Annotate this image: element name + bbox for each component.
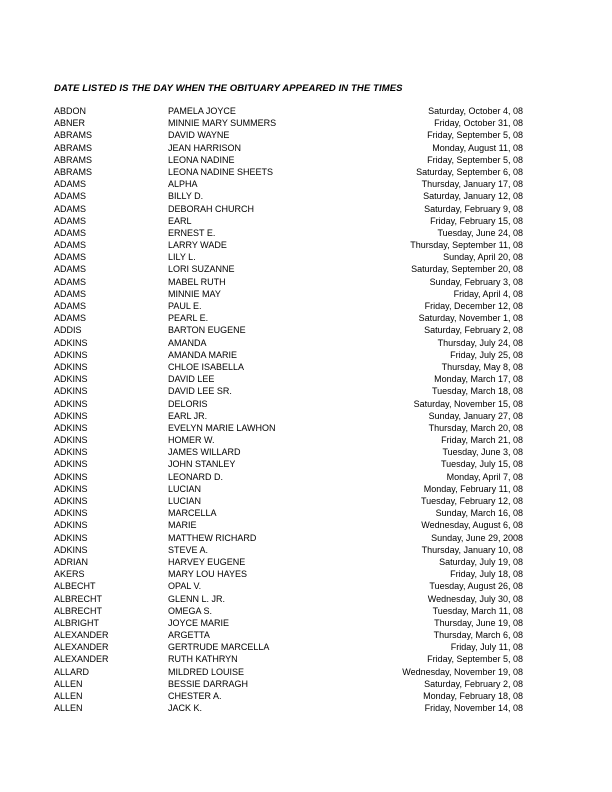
date-listed-cell: Saturday, October 4, 08 [428,106,523,116]
table-row [54,641,523,653]
table-row [54,519,523,531]
surname-cell: ALBECHT [54,581,96,592]
date-listed-cell: Tuesday, February 12, 08 [420,496,523,506]
surname-cell: ALEXANDER [54,630,109,641]
given-name-cell: LUCIAN [168,483,202,494]
surname-cell: ALEXANDER [54,654,109,665]
given-name-cell: EVELYN MARIE LAWHON [168,422,276,433]
table-row [54,422,523,434]
given-name-cell: BESSIE DARRAGH [168,678,249,689]
table-row [54,105,523,117]
surname-cell: ABRAMS [54,154,93,165]
given-name-cell: LEONA NADINE SHEETS [168,166,274,177]
given-name-cell: CHLOE ISABELLA [168,361,245,372]
table-row [54,239,523,251]
surname-cell: ADKINS [54,459,88,470]
date-listed-cell: Thursday, May 8, 08 [441,361,523,372]
date-listed-cell: Thursday, June 19, 08 [434,617,523,628]
table-row [54,434,523,446]
given-name-cell: MINNIE MAY [168,288,221,299]
given-name-cell: GLENN L. JR. [168,593,226,604]
given-name-cell: DELORIS [168,398,208,409]
surname-cell: ADAMS [54,264,87,275]
surname-cell: ADAMS [54,179,87,190]
surname-cell: ADAMS [54,227,87,238]
date-listed-cell: Friday, July 25, 08 [450,349,523,360]
given-name-cell: BARTON EUGENE [168,325,246,336]
date-listed-cell: Saturday, September 20, 08 [411,264,523,275]
given-name-cell: MARY LOU HAYES [168,569,248,580]
surname-cell: ADKINS [54,508,88,519]
given-name-cell: CHESTER A. [168,691,222,701]
date-listed-cell: Sunday, April 20, 08 [443,252,523,263]
given-name-cell: LEONARD D. [168,471,224,482]
given-name-cell: LUCIAN [168,496,202,506]
date-listed-cell: Thursday, September 11, 08 [410,240,523,251]
surname-cell: ADAMS [54,301,87,311]
surname-cell: ADKINS [54,410,88,421]
surname-cell: ADKINS [54,544,88,555]
given-name-cell: GERTRUDE MARCELLA [168,642,270,653]
given-name-cell: HARVEY EUGENE [168,556,246,567]
table-row [54,142,523,154]
surname-cell: ADAMS [54,191,87,202]
surname-cell: ADAMS [54,203,87,214]
date-listed-cell: Tuesday, August 26, 08 [429,581,523,592]
given-name-cell: ERNEST E. [168,227,216,238]
table-row [54,117,523,129]
surname-cell: ADKINS [54,337,88,348]
table-row [54,702,523,714]
date-listed-cell: Wednesday, July 30, 08 [427,593,523,604]
table-row [54,568,523,580]
surname-cell: ALLEN [54,691,83,701]
date-listed-cell: Thursday, January 10, 08 [421,544,523,555]
surname-cell: ABRAMS [54,142,93,153]
given-name-cell: JACK K. [168,703,203,714]
given-name-cell: AMANDA [168,337,207,348]
table-row [54,337,523,349]
surname-cell: ABRAMS [54,166,93,177]
table-row [54,666,523,678]
given-name-cell: ARGETTA [168,630,210,641]
given-name-cell: OPAL V. [168,581,202,592]
table-row [54,471,523,483]
surname-cell: ADKINS [54,496,88,506]
date-listed-cell: Saturday, January 12, 08 [423,191,523,202]
given-name-cell: LILY L. [168,252,196,263]
table-row [54,398,523,410]
table-row [54,166,523,178]
given-name-cell: DAVID LEE SR. [168,386,232,397]
given-name-cell: LARRY WADE [168,240,227,251]
date-listed-cell: Wednesday, August 6, 08 [421,520,523,531]
date-listed-cell: Friday, September 5, 08 [427,130,523,141]
table-row [54,678,523,690]
surname-cell: ABRAMS [54,130,93,141]
table-row [54,203,523,215]
given-name-cell: PAMELA JOYCE [168,106,236,116]
given-name-cell: JEAN HARRISON [168,142,242,153]
table-row [54,373,523,385]
table-row [54,458,523,470]
date-listed-cell: Tuesday, March 18, 08 [431,386,523,397]
table-row [54,629,523,641]
given-name-cell: PAUL E. [168,301,202,311]
given-name-cell: DAVID LEE [168,374,215,385]
date-listed-cell: Friday, September 5, 08 [427,654,523,665]
given-name-cell: HOMER W. [168,435,215,446]
date-listed-cell: Friday, July 11, 08 [450,642,523,653]
table-row [54,263,523,275]
surname-cell: ADKINS [54,532,88,543]
date-listed-cell: Sunday, June 29, 2008 [431,532,523,543]
table-row [54,190,523,202]
surname-cell: ALBRECHT [54,605,103,616]
given-name-cell: DAVID WAYNE [168,130,230,141]
table-row [54,593,523,605]
date-listed-cell: Saturday, November 1, 08 [418,313,523,324]
table-row [54,532,523,544]
date-listed-cell: Saturday, February 9, 08 [424,203,523,214]
given-name-cell: JOYCE MARIE [168,617,230,628]
table-row [54,215,523,227]
surname-cell: ADKINS [54,435,88,446]
date-listed-cell: Tuesday, June 24, 08 [437,227,523,238]
date-listed-cell: Tuesday, June 3, 08 [442,447,523,458]
given-name-cell: MARIE [168,520,197,531]
table-row [54,129,523,141]
page-title: DATE LISTED IS THE DAY WHEN THE OBITUARY APPEARED IN THE TIMES [54,83,403,94]
table-row [54,617,523,629]
date-listed-cell: Friday, November 14, 08 [424,703,523,714]
date-listed-cell: Wednesday, November 19, 08 [402,666,523,677]
given-name-cell: MARCELLA [168,508,217,519]
table-row [54,276,523,288]
date-listed-cell: Friday, March 21, 08 [441,435,523,446]
given-name-cell: MATTHEW RICHARD [168,532,257,543]
surname-cell: ADKINS [54,520,88,531]
table-row [54,154,523,166]
table-row [54,446,523,458]
table-row [54,288,523,300]
date-listed-cell: Tuesday, July 15, 08 [440,459,523,470]
surname-cell: ADKINS [54,349,88,360]
table-row [54,544,523,556]
surname-cell: ADKINS [54,422,88,433]
date-listed-cell: Friday, September 5, 08 [427,154,523,165]
surname-cell: ADAMS [54,288,87,299]
date-listed-cell: Friday, April 4, 08 [453,288,523,299]
date-listed-cell: Monday, April 7, 08 [446,471,523,482]
table-row [54,227,523,239]
given-name-cell: BILLY D. [168,191,204,202]
table-row [54,385,523,397]
given-name-cell: ALPHA [168,179,198,190]
surname-cell: ADAMS [54,252,87,263]
date-listed-cell: Saturday, November 15, 08 [413,398,523,409]
surname-cell: ADRIAN [54,556,89,567]
surname-cell: ADAMS [54,276,87,287]
surname-cell: ALLEN [54,678,83,689]
surname-cell: ADKINS [54,398,88,409]
given-name-cell: MABEL RUTH [168,276,226,287]
given-name-cell: PEARL E. [168,313,209,324]
surname-cell: ADKINS [54,361,88,372]
table-row [54,605,523,617]
table-row [54,324,523,336]
given-name-cell: STEVE A. [168,544,209,555]
surname-cell: ALEXANDER [54,642,109,653]
surname-cell: ADKINS [54,447,88,458]
table-row [54,251,523,263]
surname-cell: ABNER [54,118,86,129]
given-name-cell: EARL [168,215,192,226]
given-name-cell: OMEGA S. [168,605,213,616]
table-row [54,507,523,519]
given-name-cell: MILDRED LOUISE [168,666,245,677]
table-row [54,483,523,495]
date-listed-cell: Friday, July 18, 08 [450,569,523,580]
surname-cell: AKERS [54,569,85,580]
table-row [54,495,523,507]
table-row [54,410,523,422]
date-listed-cell: Friday, October 31, 08 [434,118,523,129]
given-name-cell: AMANDA MARIE [168,349,238,360]
table-row [54,312,523,324]
table-row [54,653,523,665]
surname-cell: ALBRECHT [54,593,103,604]
surname-cell: ADAMS [54,313,87,324]
date-listed-cell: Saturday, September 6, 08 [416,166,523,177]
date-listed-cell: Monday, February 11, 08 [423,483,523,494]
obituary-list [54,105,523,714]
given-name-cell: RUTH KATHRYN [168,654,238,665]
surname-cell: ALLEN [54,703,83,714]
given-name-cell: EARL JR. [168,410,208,421]
date-listed-cell: Sunday, February 3, 08 [429,276,523,287]
surname-cell: ADKINS [54,483,88,494]
surname-cell: ALBRIGHT [54,617,100,628]
date-listed-cell: Sunday, January 27, 08 [428,410,523,421]
given-name-cell: JOHN STANLEY [168,459,236,470]
table-row [54,361,523,373]
date-listed-cell: Thursday, March 6, 08 [433,630,523,641]
surname-cell: ADKINS [54,374,88,385]
date-listed-cell: Thursday, January 17, 08 [421,179,523,190]
surname-cell: ADAMS [54,215,87,226]
date-listed-cell: Monday, March 17, 08 [434,374,523,385]
surname-cell: ADKINS [54,386,88,397]
date-listed-cell: Saturday, July 19, 08 [439,556,523,567]
surname-cell: ABDON [54,106,87,116]
given-name-cell: LORI SUZANNE [168,264,235,275]
table-row [54,178,523,190]
surname-cell: ALLARD [54,666,90,677]
table-row [54,349,523,361]
date-listed-cell: Friday, February 15, 08 [430,215,523,226]
surname-cell: ADDIS [54,325,82,336]
surname-cell: ADAMS [54,240,87,251]
date-listed-cell: Saturday, February 2, 08 [424,678,523,689]
table-row [54,580,523,592]
table-row [54,690,523,702]
date-listed-cell: Saturday, February 2, 08 [424,325,523,336]
date-listed-cell: Sunday, March 16, 08 [435,508,523,519]
table-row [54,300,523,312]
given-name-cell: DEBORAH CHURCH [168,203,255,214]
date-listed-cell: Thursday, March 20, 08 [428,422,523,433]
date-listed-cell: Friday, December 12, 08 [424,301,523,311]
date-listed-cell: Thursday, July 24, 08 [437,337,523,348]
date-listed-cell: Tuesday, March 11, 08 [432,605,523,616]
given-name-cell: JAMES WILLARD [168,447,241,458]
surname-cell: ADKINS [54,471,88,482]
given-name-cell: LEONA NADINE [168,154,235,165]
date-listed-cell: Monday, August 11, 08 [432,142,523,153]
given-name-cell: MINNIE MARY SUMMERS [168,118,277,129]
date-listed-cell: Monday, February 18, 08 [423,691,523,701]
table-row [54,556,523,568]
